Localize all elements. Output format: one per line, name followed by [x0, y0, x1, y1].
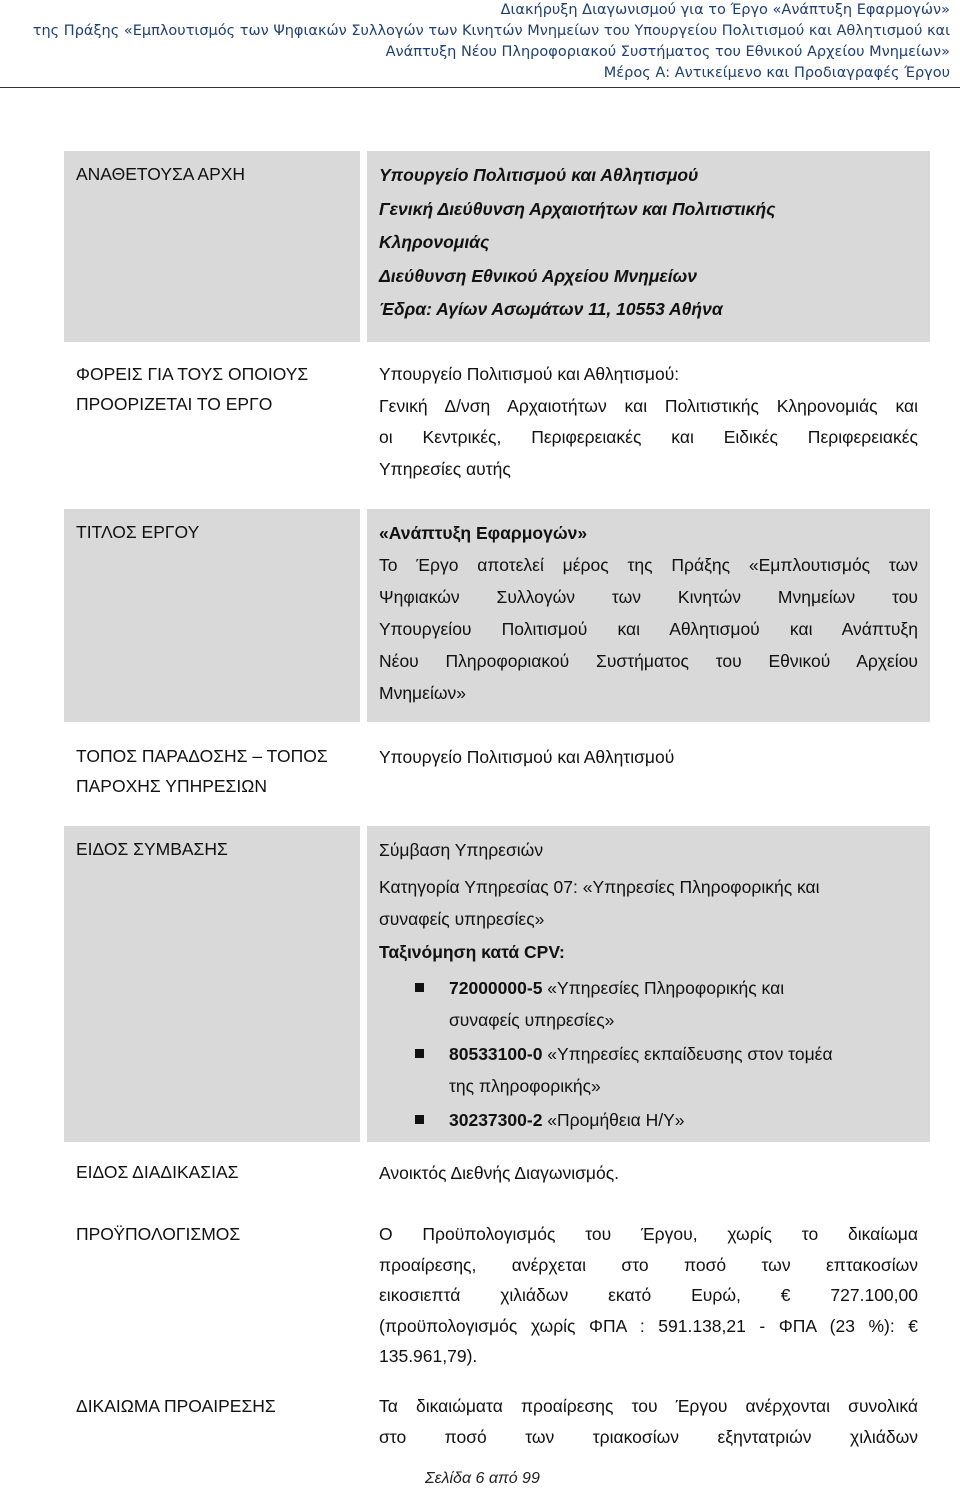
value-line: Το Έργο αποτελεί μέρος της Πράξης «Εμπλουτισμός των — [379, 555, 918, 575]
header-line: Διακήρυξη Διαγωνισμού για το Έργο «Ανάπτυξη Εφαρμογών» — [500, 2, 950, 18]
cpv-text: «Υπηρεσίες Πληροφορικής και — [547, 978, 785, 998]
row-label: ΕΙΔΟΣ ΔΙΑΔΙΚΑΣΙΑΣ — [76, 1162, 239, 1182]
value-line: Τα δικαιώματα προαίρεσης του Έργου ανέρχονται συνολικά — [379, 1396, 918, 1416]
row-value: Υπουργείο Πολιτισμού και Αθλητισμού — [379, 747, 675, 767]
table-row — [64, 1383, 930, 1463]
table-row — [64, 1149, 930, 1204]
document-header — [0, 0, 950, 84]
value-line: οι Κεντρικές, Περιφερειακές και Ειδικές Περιφερειακές — [379, 427, 918, 447]
row-label — [64, 349, 360, 502]
value-line: στο ποσό των τριακοσίων εξηντατριών χιλιάδων — [379, 1427, 918, 1447]
list-item — [379, 1104, 918, 1136]
bullet-square-icon — [415, 983, 424, 992]
row-value — [367, 509, 930, 722]
project-title: «Ανάπτυξη Εφαρμογών» — [379, 523, 588, 543]
value-line: Διεύθυνση Εθνικού Αρχείου Μνημείων — [379, 265, 697, 286]
value-line: Κληρονομιάς — [379, 232, 490, 252]
cpv-text: «Υπηρεσίες εκπαίδευσης στον τομέα — [547, 1044, 833, 1064]
header-line: Ανάπτυξη Νέου Πληροφοριακού Συστήματος του Εθνικού Αρχείου Μνημείων» — [385, 44, 950, 60]
value-line: προαίρεσης, ανέρχεται στο ποσό των επτακοσίων — [379, 1254, 918, 1275]
tender-info-table — [64, 151, 930, 1463]
list-item — [379, 1038, 918, 1102]
cpv-text-cont: της πληροφορικής» — [449, 1076, 601, 1096]
value-line: εικοσιεπτά χιλιάδων εκατό Ευρώ, € 727.100,00 — [379, 1285, 918, 1305]
row-value — [367, 1211, 930, 1376]
value-line: Γενική Διεύθυνση Αρχαιοτήτων και Πολιτιστικής — [379, 198, 776, 219]
label-line: ΠΑΡΟΧΗΣ ΥΠΗΡΕΣΙΩΝ — [76, 776, 267, 796]
cpv-text: «Προμήθεια Η/Υ» — [547, 1110, 685, 1130]
label-line: ΦΟΡΕΙΣ ΓΙΑ ΤΟΥΣ ΟΠΟΙΟΥΣ — [76, 364, 309, 384]
label-line: ΤΟΠΟΣ ΠΑΡΑΔΟΣΗΣ – ΤΟΠΟΣ — [76, 746, 328, 766]
value-line: Υπηρεσίες αυτής — [379, 458, 511, 479]
value-line: Γενική Δ/νση Αρχαιοτήτων και Πολιτιστικής Κληρονομιάς και — [379, 395, 918, 416]
cpv-code: 72000000-5 — [449, 978, 543, 998]
table-row — [64, 509, 930, 722]
header-line: Μέρος Α: Αντικείμενο και Προδιαγραφές Έργου — [603, 65, 950, 81]
cpv-text-cont: συναφείς υπηρεσίες» — [449, 1010, 615, 1030]
table-row — [64, 826, 930, 1142]
value-line: (προϋπολογισμός χωρίς ΦΠΑ : 591.138,21 - ΦΠΑ (23 %): € — [379, 1315, 918, 1336]
row-value — [367, 1383, 930, 1463]
header-divider — [0, 87, 960, 88]
category-line: συναφείς υπηρεσίες» — [379, 909, 545, 929]
cpv-code: 80533100-0 — [449, 1044, 543, 1064]
row-value — [367, 349, 930, 502]
value-line: Νέου Πληροφοριακού Συστήματος του Εθνικού Αρχείου — [379, 651, 918, 671]
cpv-list — [379, 972, 918, 1136]
table-row — [64, 349, 930, 502]
row-label — [64, 729, 360, 819]
label-line: ΠΡΟΟΡΙΖΕΤΑΙ ΤΟ ΕΡΓΟ — [76, 394, 273, 414]
row-label: ΕΙΔΟΣ ΣΥΜΒΑΣΗΣ — [64, 826, 360, 1142]
header-line: της Πράξης «Εμπλουτισμός των Ψηφιακών Συλλογών των Κινητών Μνημείων του Υπουργείου Πολιτισμού και Αθλητισμού και — [32, 23, 950, 39]
row-label: ΔΙΚΑΙΩΜΑ ΠΡΟΑΙΡΕΣΗΣ — [76, 1396, 276, 1416]
value-line: Ο Προϋπολογισμός του Έργου, χωρίς το δικαίωμα — [379, 1224, 918, 1244]
row-label: ΠΡΟΫΠΟΛΟΓΙΣΜΟΣ — [76, 1224, 241, 1244]
cpv-heading: Ταξινόμηση κατά CPV: — [379, 941, 565, 962]
value-line: Υπουργείου Πολιτισμού και Αθλητισμού και Ανάπτυξη — [379, 619, 918, 639]
page-number: Σελίδα 6 από 99 — [425, 1470, 540, 1487]
page-footer — [0, 1470, 960, 1488]
cpv-code: 30237300-2 — [449, 1110, 543, 1130]
value-line: Υπουργείο Πολιτισμού και Αθλητισμού: — [379, 364, 680, 384]
row-label: ΤΙΤΛΟΣ ΕΡΓΟΥ — [64, 509, 360, 722]
row-value — [367, 826, 930, 1142]
row-value — [367, 151, 930, 342]
bullet-square-icon — [415, 1115, 424, 1124]
bullet-square-icon — [415, 1049, 424, 1058]
table-row — [64, 729, 930, 819]
value-line: Μνημείων» — [379, 683, 466, 703]
row-label: ΑΝΑΘΕΤΟΥΣΑ ΑΡΧΗ — [64, 151, 360, 342]
table-row — [64, 1211, 930, 1376]
list-item — [379, 972, 918, 1036]
category-line: Κατηγορία Υπηρεσίας 07: «Υπηρεσίες Πληροφορικής και — [379, 876, 820, 897]
table-row — [64, 151, 930, 342]
value-line: Υπουργείο Πολιτισμού και Αθλητισμού — [379, 165, 699, 185]
value-line: 135.961,79). — [379, 1346, 478, 1366]
value-line: Έδρα: Αγίων Ασωμάτων 11, 10553 Αθήνα — [379, 299, 723, 319]
value-line: Ψηφιακών Συλλογών των Κινητών Μνημείων του — [379, 587, 918, 607]
row-value: Ανοικτός Διεθνής Διαγωνισμός. — [379, 1163, 620, 1183]
contract-type: Σύμβαση Υπηρεσιών — [379, 840, 544, 860]
